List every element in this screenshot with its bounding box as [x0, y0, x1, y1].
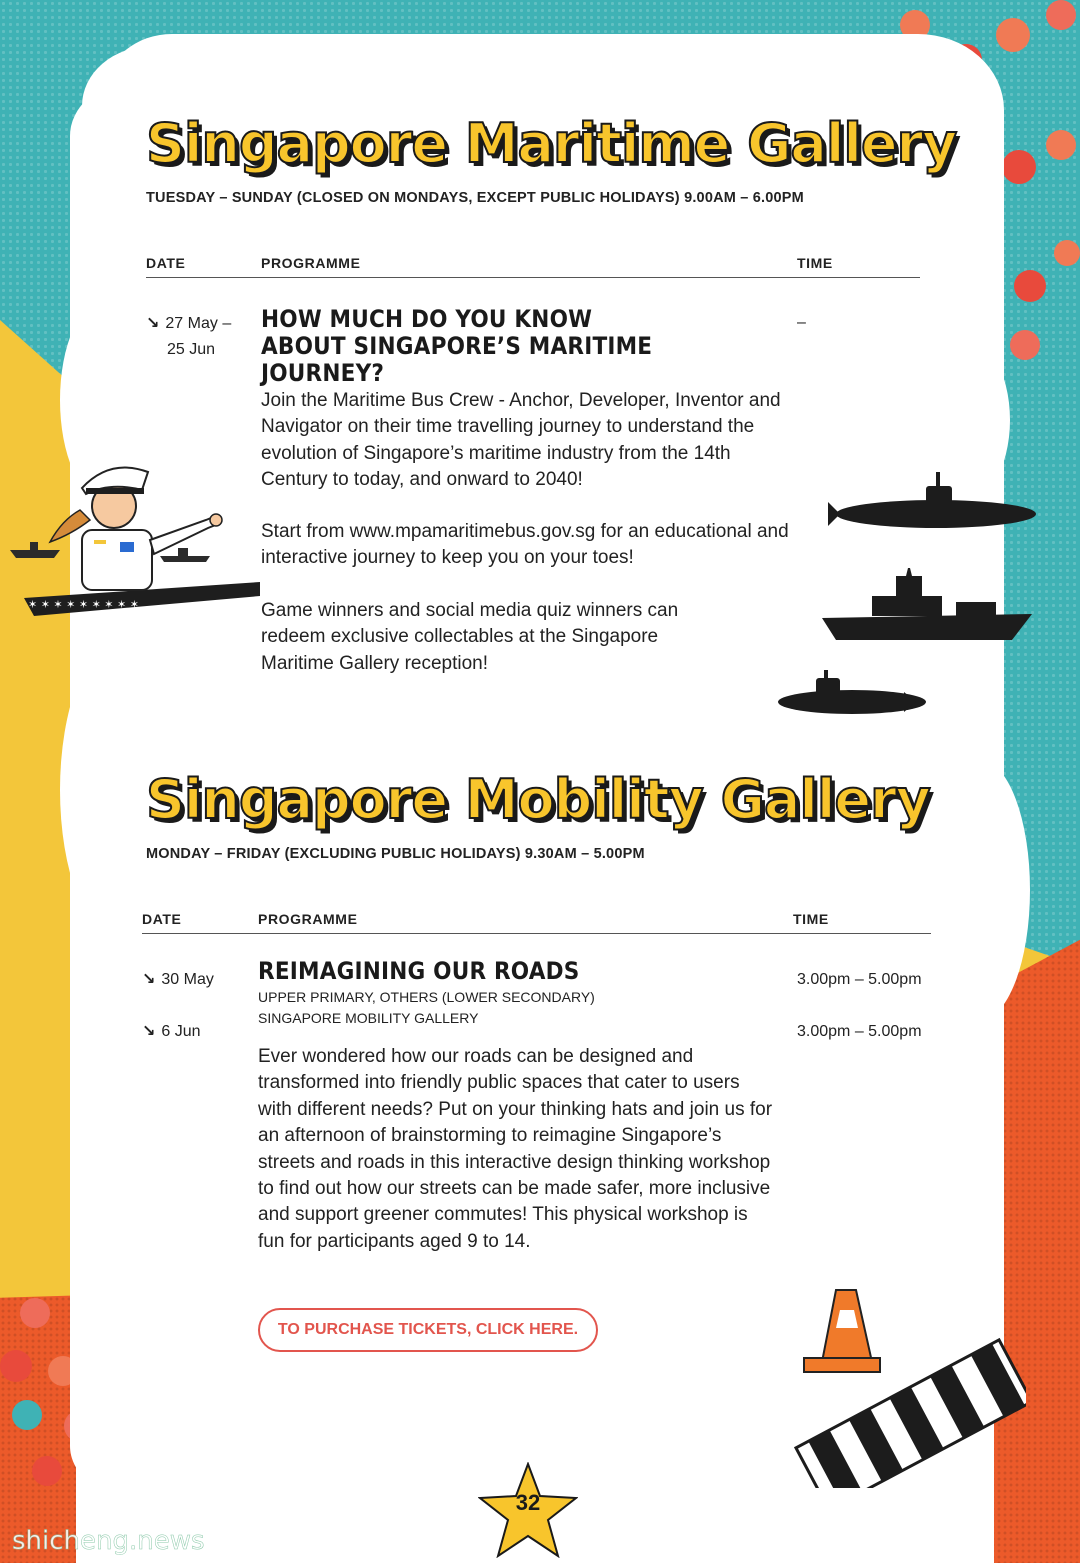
mobility-table-header	[142, 911, 931, 934]
captain-uniform	[82, 530, 152, 590]
ship-icon	[10, 550, 60, 558]
warship-icon	[822, 568, 1032, 640]
captain-illustration	[10, 450, 260, 620]
page-number: 32	[515, 1490, 541, 1515]
maritime-event-title: HOW MUCH DO YOU KNOW ABOUT SINGAPORE’S MARITIME JOURNEY?	[261, 305, 653, 387]
mobility-event-time-1: 3.00pm – 5.00pm	[797, 971, 922, 988]
header-programme: PROGRAMME	[261, 255, 361, 271]
mobility-event-venue: SINGAPORE MOBILITY GALLERY	[258, 1010, 479, 1026]
submarine-icon	[778, 670, 926, 714]
road-crossing-illustration	[776, 1288, 1026, 1488]
ship-icon	[160, 556, 210, 562]
maritime-table-header	[146, 255, 920, 278]
maritime-paragraph-3: Game winners and social media quiz winners can redeem exclusive collectables at the Singapore Maritime Gallery reception!	[261, 600, 679, 674]
maritime-opening-hours: TUESDAY – SUNDAY (CLOSED ON MONDAYS, EXCEPT PUBLIC HOLIDAYS) 9.00AM – 6.00PM	[146, 190, 804, 206]
submarine-icon	[828, 472, 1036, 528]
header-date: DATE	[146, 255, 186, 271]
header-time: TIME	[793, 911, 829, 927]
header-programme: PROGRAMME	[258, 911, 358, 927]
arrow-down-right-icon: ↘	[142, 971, 156, 988]
maritime-paragraph-2: Start from www.mpamaritimebus.gov.sg for an educational and interactive journey to keep you on your toes!	[261, 521, 789, 569]
mobility-event-date-1: ↘ 30 May	[142, 971, 214, 988]
traffic-cone-icon	[804, 1290, 880, 1372]
watermark: shicheng.news	[12, 1526, 205, 1556]
mobility-event-description: Ever wondered how our roads can be designed and transformed into friendly public spaces that cater to users with different needs? Put on your thinking hats and join us for an afternoon of brainstorming to reimagine Singapore’s streets and roads in this interactive design thinking workshop to find out how our streets can be made safer, more inclusive and support greener commutes! This physical workshop is fun for participants aged 9 to 14.	[258, 1046, 773, 1252]
mobility-event-date-2: ↘ 6 Jun	[142, 1023, 201, 1040]
maritime-event-date: ↘ 27 May – 25 Jun	[146, 315, 232, 358]
mobility-event-audience: UPPER PRIMARY, OTHERS (LOWER SECONDARY)	[258, 989, 595, 1005]
submarines-and-warship-illustration	[776, 468, 1036, 718]
mobility-event-title: REIMAGINING OUR ROADS	[258, 957, 580, 985]
purchase-tickets-button[interactable]: TO PURCHASE TICKETS, CLICK HERE.	[258, 1308, 598, 1352]
header-date: DATE	[142, 911, 182, 927]
svg-text:✶ ✶ ✶ ✶ ✶ ✶ ✶ ✶ ✶: ✶ ✶ ✶ ✶ ✶ ✶ ✶ ✶ ✶	[28, 598, 139, 611]
arrow-down-right-icon: ↘	[142, 1023, 156, 1040]
mobility-gallery-title: Singapore Mobility Gallery	[146, 768, 930, 831]
header-time: TIME	[797, 255, 833, 271]
maritime-paragraph-1: Join the Maritime Bus Crew - Anchor, Developer, Inventor and Navigator on their time travelling journey to understand the evolution of Singapore’s maritime industry from the 14th Century to today, and onward to 2040!	[261, 390, 781, 491]
maritime-gallery-title: Singapore Maritime Gallery	[146, 112, 957, 175]
mobility-event-time-2: 3.00pm – 5.00pm	[797, 1023, 922, 1040]
arrow-down-right-icon: ↘	[146, 315, 160, 332]
mobility-opening-hours: MONDAY – FRIDAY (EXCLUDING PUBLIC HOLIDAYS) 9.30AM – 5.00PM	[146, 846, 645, 862]
maritime-event-time: –	[797, 314, 806, 331]
